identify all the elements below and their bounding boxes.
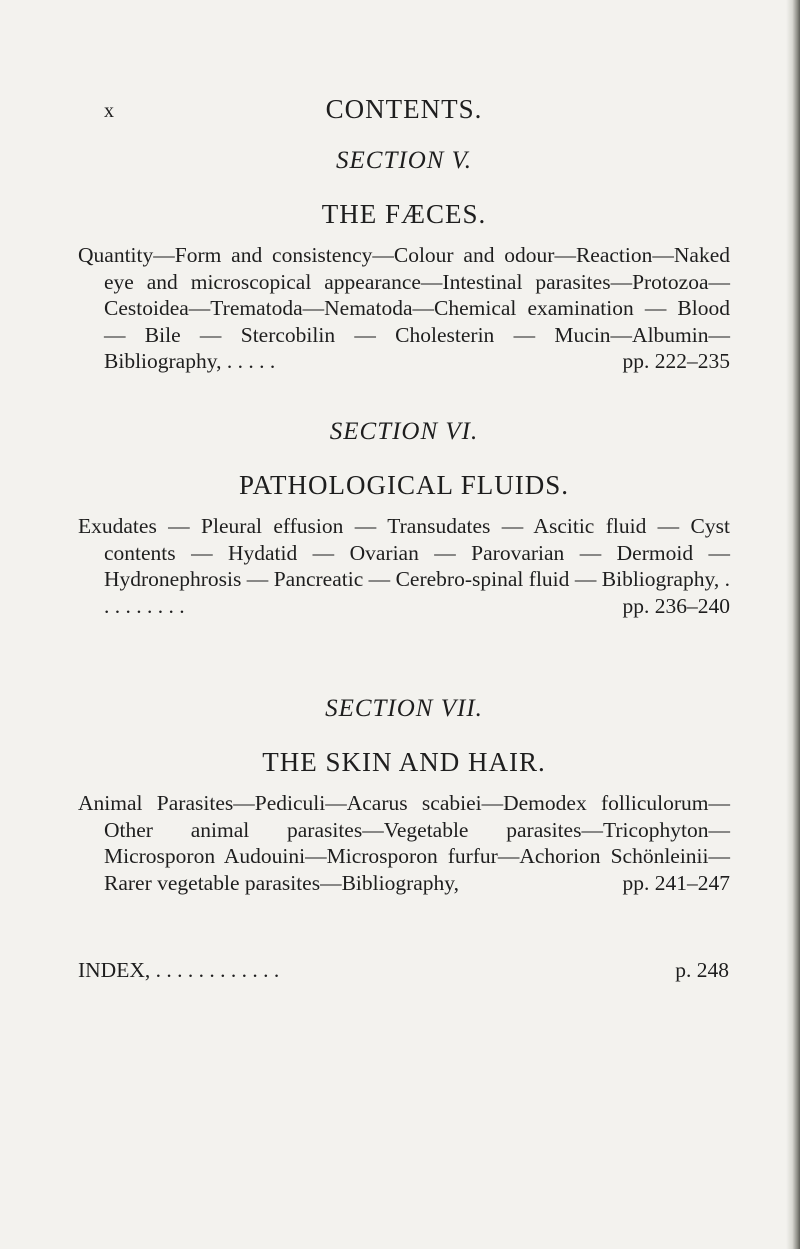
section-summary: Quantity—Form and consistency—Colour and odour—Reaction—Naked eye and microscopical appearance—Intestinal parasites—Protozoa—Cestoidea—Trematoda—Nematoda—Chemical examination — Blood — Bile — Stercobilin — Cholesterin — Mucin—Albumin—Bibliography, . . . . . xyxy=(78,243,730,373)
section-title: THE SKIN AND HAIR. xyxy=(262,747,546,777)
section-summary: Animal Parasites—Pediculi—Acarus scabiei—Demodex folliculorum—Other animal parasites—Vegetable parasites—Tricophyton—Microsporon Audouini—Microsporon furfur—Achorion Schönleinii—Rarer vegetable parasites—Bibliography, xyxy=(78,791,730,895)
section-vi xyxy=(78,417,730,619)
section-title: THE FÆCES. xyxy=(321,199,487,229)
section-body xyxy=(78,790,730,896)
section-summary: Exudates — Pleural effusion — Transudates — Ascitic fluid — Cyst contents — Hydatid — Ovarian — Parovarian — Dermoid — Hydronephrosis — Pancreatic — Cerebro-spinal fluid — Bibliography, . . . . . . . . . xyxy=(78,514,730,618)
running-title: CONTENTS. xyxy=(325,94,483,124)
index-label: INDEX, . . . . . . . . . . . . xyxy=(78,958,280,982)
section-v xyxy=(78,146,730,375)
page-header xyxy=(104,94,704,134)
section-vii xyxy=(78,694,730,896)
page-edge-shadow xyxy=(786,0,800,1249)
section-body xyxy=(78,242,730,375)
section-page-range: pp. 222–235 xyxy=(622,349,730,373)
index-page: p. 248 xyxy=(675,958,729,982)
section-heading: SECTION V. xyxy=(336,147,472,174)
section-body xyxy=(78,513,730,619)
section-page-range: pp. 236–240 xyxy=(622,593,730,618)
index-entry xyxy=(78,956,729,984)
section-heading: SECTION VII. xyxy=(325,695,483,722)
page-numeral: x xyxy=(104,100,115,122)
section-page-range: pp. 241–247 xyxy=(622,870,730,895)
section-title: PATHOLOGICAL FLUIDS. xyxy=(238,470,570,500)
section-heading: SECTION VI. xyxy=(329,418,479,445)
